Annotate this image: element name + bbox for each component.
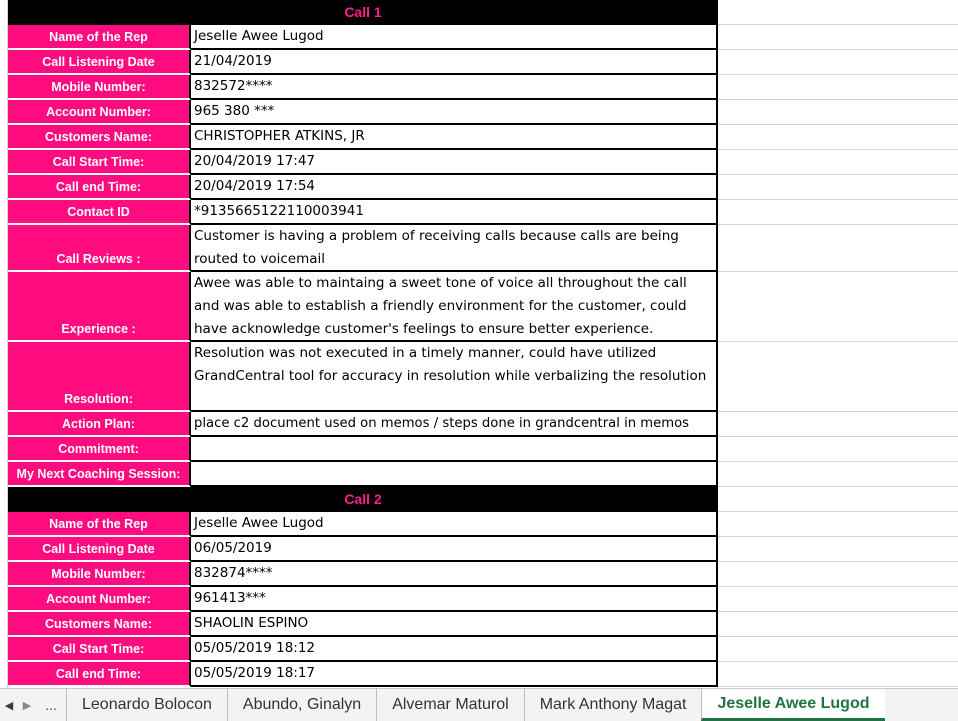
gridline (718, 149, 958, 150)
field-label: Call end Time: (8, 175, 191, 200)
field-value[interactable]: SHAOLIN ESPINO (191, 612, 718, 637)
field-value[interactable]: 21/04/2019 (191, 50, 718, 75)
sheet-tab-leonardo-bolocon[interactable]: Leonardo Bolocon (66, 689, 227, 721)
call-2-header-label: Call 2 (344, 490, 382, 507)
call-2-row-customer[interactable] (8, 612, 718, 637)
call-2-row-end-time[interactable] (8, 662, 718, 687)
call-1-row-action-plan[interactable] (8, 412, 718, 437)
field-value[interactable]: 961413*** (191, 587, 718, 612)
call-1-row-start-time[interactable] (8, 150, 718, 175)
field-value[interactable]: CHRISTOPHER ATKINS, JR (191, 125, 718, 150)
gridline (718, 411, 958, 412)
scroll-tabs-right-icon[interactable]: ▶ (22, 699, 32, 712)
field-label: Name of the Rep (8, 512, 191, 537)
call-2-row-account[interactable] (8, 587, 718, 612)
gridline (718, 74, 958, 75)
call-1-row-listening-date[interactable] (8, 50, 718, 75)
field-label: Call Listening Date (8, 537, 191, 562)
call-2-row-mobile[interactable] (8, 562, 718, 587)
call-1-header[interactable] (8, 0, 718, 25)
call-1-row-end-time[interactable] (8, 175, 718, 200)
scroll-tabs-left-icon[interactable]: ◀ (4, 699, 14, 712)
field-value[interactable]: *9135665122110003941 (191, 200, 718, 225)
call-1-row-resolution[interactable] (8, 342, 718, 412)
call-1-row-rep-name[interactable] (8, 25, 718, 50)
gridline (718, 636, 958, 637)
field-value[interactable] (191, 437, 718, 462)
sheet-tab-bar (0, 688, 958, 721)
field-label: Call Start Time: (8, 637, 191, 662)
more-tabs-button[interactable]: ... (45, 697, 57, 713)
gridline (718, 486, 958, 487)
row-header-strip (0, 0, 8, 688)
field-label: Experience : (8, 272, 191, 342)
call-2-row-start-time[interactable] (8, 637, 718, 662)
field-label: Call end Time: (8, 662, 191, 687)
field-label: Resolution: (8, 342, 191, 412)
call-1-row-commitment[interactable] (8, 437, 718, 462)
field-value[interactable]: 06/05/2019 (191, 537, 718, 562)
gridline (718, 661, 958, 662)
field-value[interactable]: place c2 document used on memos / steps done in grandcentral in memos (191, 412, 718, 437)
field-value[interactable]: Jeselle Awee Lugod (191, 512, 718, 537)
gridline (718, 436, 958, 437)
call-1-row-mobile[interactable] (8, 75, 718, 100)
gridline (718, 49, 958, 50)
field-label: Name of the Rep (8, 25, 191, 50)
call-1-row-call-reviews[interactable] (8, 225, 718, 272)
gridline (718, 561, 958, 562)
field-label: Mobile Number: (8, 75, 191, 100)
gridline (718, 341, 958, 342)
field-value[interactable]: 05/05/2019 18:12 (191, 637, 718, 662)
field-value[interactable]: 20/04/2019 17:47 (191, 150, 718, 175)
sheet-tab-jeselle-awee-lugod[interactable]: Jeselle Awee Lugod (701, 689, 884, 721)
field-label: Account Number: (8, 100, 191, 125)
call-2-row-listening-date[interactable] (8, 537, 718, 562)
field-label: Customers Name: (8, 125, 191, 150)
field-value[interactable]: Customer is having a problem of receiving calls because calls are being routed to voicemail (191, 225, 718, 272)
field-value[interactable]: Awee was able to maintaing a sweet tone of voice all throughout the call and was able to establish a friendly environment for the customer, could have acknowledge customer's feelings to ensure better experience. (191, 272, 718, 342)
sheet-tab-alvemar-maturol[interactable]: Alvemar Maturol (376, 689, 523, 721)
field-label: My Next Coaching Session: (8, 462, 191, 487)
field-value[interactable] (191, 462, 718, 487)
call-1-row-contact-id[interactable] (8, 200, 718, 225)
gridline (718, 24, 958, 25)
field-label: Call Start Time: (8, 150, 191, 175)
gridline (718, 199, 958, 200)
sheet-tab-abundo-ginalyn[interactable]: Abundo, Ginalyn (227, 689, 376, 721)
field-label: Customers Name: (8, 612, 191, 637)
call-1-row-account[interactable] (8, 100, 718, 125)
field-value[interactable]: Resolution was not executed in a timely manner, could have utilized GrandCentral tool for accuracy in resolution while verbalizing the resolution (191, 342, 718, 412)
call-1-row-next-coaching[interactable] (8, 462, 718, 487)
call-1-row-customer[interactable] (8, 125, 718, 150)
gridline (718, 686, 958, 687)
field-label: Mobile Number: (8, 562, 191, 587)
field-label: Commitment: (8, 437, 191, 462)
gridline (718, 271, 958, 272)
call-2-header[interactable] (8, 487, 718, 512)
field-value[interactable]: Jeselle Awee Lugod (191, 25, 718, 50)
gridline (718, 174, 958, 175)
gridline (718, 99, 958, 100)
field-value[interactable]: 832874**** (191, 562, 718, 587)
field-value[interactable]: 05/05/2019 18:17 (191, 662, 718, 687)
gridline (718, 611, 958, 612)
field-value[interactable]: 965 380 *** (191, 100, 718, 125)
call-2-row-rep-name[interactable] (8, 512, 718, 537)
field-label: Account Number: (8, 587, 191, 612)
gridline (718, 124, 958, 125)
call-1-row-experience[interactable] (8, 272, 718, 342)
gridline (718, 224, 958, 225)
field-label: Call Listening Date (8, 50, 191, 75)
call-1-header-label: Call 1 (344, 3, 382, 20)
field-label: Call Reviews : (8, 225, 191, 272)
gridline (718, 511, 958, 512)
gridline (718, 536, 958, 537)
sheet-tab-mark-anthony-magat[interactable]: Mark Anthony Magat (524, 689, 702, 721)
field-value[interactable]: 20/04/2019 17:54 (191, 175, 718, 200)
gridline (718, 461, 958, 462)
field-value[interactable]: 832572**** (191, 75, 718, 100)
field-label: Contact ID (8, 200, 191, 225)
gridline (718, 586, 958, 587)
field-label: Action Plan: (8, 412, 191, 437)
